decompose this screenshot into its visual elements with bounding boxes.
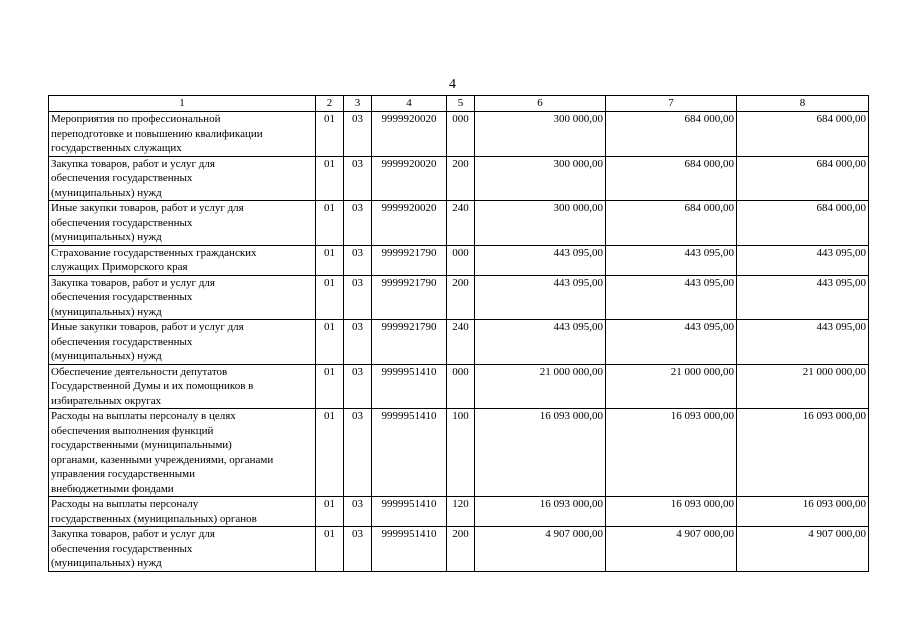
row-amount-cell-c6: 443 095,00 [475,245,606,275]
row-code-cell-c3: 03 [344,527,372,572]
row-code-cell-c2: 01 [316,156,344,201]
row-code-cell-c2: 01 [316,320,344,365]
table-row [49,245,869,275]
table-row [49,201,869,246]
header-row [49,96,869,112]
row-amount-cell-c8: 443 095,00 [737,275,869,320]
row-name-line: Иные закупки товаров, работ и услуг для [51,321,244,333]
row-name-line: (муниципальных) нужд [51,186,162,199]
row-name-line: государственными (муниципальными) [51,439,232,451]
row-code-cell-c5: 240 [447,201,475,246]
row-name-cell [49,245,316,275]
row-code-cell-c5: 200 [447,275,475,320]
budget-table [48,95,869,572]
row-amount-cell-c8: 16 093 000,00 [737,497,869,527]
row-name-line: внебюджетными фондами [51,482,174,495]
row-code-cell-c2: 01 [316,201,344,246]
table-row [49,497,869,527]
row-code-cell-c3: 03 [344,156,372,201]
row-name-cell [49,320,316,365]
table-row [49,364,869,409]
row-name-cell [49,201,316,246]
table-row [49,409,869,497]
row-name-line: обеспечения государственных [51,542,193,555]
row-name-line: государственных (муниципальных) органов [51,512,257,525]
row-code-cell-c5: 240 [447,320,475,365]
row-name-line: обеспечения государственных [51,291,193,303]
row-amount-cell-c7: 684 000,00 [606,156,737,201]
row-code-cell-c5: 120 [447,497,475,527]
row-code-cell-c2: 01 [316,527,344,572]
row-amount-cell-c7: 443 095,00 [606,320,737,365]
row-amount-cell-c6: 300 000,00 [475,156,606,201]
row-code-cell-c4: 9999921790 [372,275,447,320]
row-amount-cell-c7: 4 907 000,00 [606,527,737,572]
row-code-cell-c4: 9999921790 [372,320,447,365]
row-name-line: обеспечения выполнения функций [51,424,214,437]
row-name-line: (муниципальных) нужд [51,231,162,243]
row-code-cell-c3: 03 [344,320,372,365]
row-name-line: переподготовке и повышению квалификации [51,127,263,140]
row-name-cell [49,275,316,320]
row-code-cell-c2: 01 [316,245,344,275]
row-code-cell-c3: 03 [344,409,372,497]
table-row [49,527,869,572]
row-amount-cell-c7: 443 095,00 [606,275,737,320]
row-name-line: избирательных округах [51,394,162,407]
row-amount-cell-c7: 443 095,00 [606,245,737,275]
row-code-cell-c4: 9999920020 [372,156,447,201]
row-amount-cell-c8: 684 000,00 [737,112,869,157]
row-code-cell-c4: 9999951410 [372,527,447,572]
row-code-cell-c2: 01 [316,275,344,320]
row-name-cell [49,409,316,497]
row-amount-cell-c8: 4 907 000,00 [737,527,869,572]
row-code-cell-c2: 01 [316,364,344,409]
header-cell: 7 [606,96,737,112]
row-name-line: Страхование государственных гражданских [51,246,257,259]
row-amount-cell-c8: 443 095,00 [737,245,869,275]
page-number: 4 [449,77,456,92]
row-name-line: государственных служащих [51,142,182,154]
row-code-cell-c3: 03 [344,275,372,320]
row-name-line: Расходы на выплаты персоналу [51,498,199,510]
row-code-cell-c4: 9999920020 [372,112,447,157]
row-amount-cell-c8: 21 000 000,00 [737,364,869,409]
row-code-cell-c5: 000 [447,112,475,157]
row-code-cell-c3: 03 [344,112,372,157]
row-name-line: (муниципальных) нужд [51,305,162,318]
row-amount-cell-c7: 16 093 000,00 [606,497,737,527]
row-code-cell-c3: 03 [344,245,372,275]
row-code-cell-c3: 03 [344,364,372,409]
row-amount-cell-c6: 443 095,00 [475,320,606,365]
row-name-cell [49,497,316,527]
row-code-cell-c5: 000 [447,364,475,409]
row-amount-cell-c8: 684 000,00 [737,156,869,201]
row-name-line: обеспечения государственных [51,172,193,184]
table-row [49,320,869,365]
row-name-cell [49,112,316,157]
row-name-line: обеспечения государственных [51,216,193,229]
header-cell: 6 [475,96,606,112]
row-code-cell-c5: 100 [447,409,475,497]
row-amount-cell-c7: 16 093 000,00 [606,409,737,497]
row-name-line: Мероприятия по профессиональной [51,113,221,125]
row-amount-cell-c6: 300 000,00 [475,112,606,157]
row-name-cell [49,527,316,572]
row-name-cell [49,364,316,409]
header-cell: 8 [737,96,869,112]
row-code-cell-c5: 000 [447,245,475,275]
row-code-cell-c4: 9999951410 [372,409,447,497]
row-code-cell-c2: 01 [316,112,344,157]
row-name-line: (муниципальных) нужд [51,350,162,362]
row-name-line: Иные закупки товаров, работ и услуг для [51,202,244,214]
row-amount-cell-c8: 684 000,00 [737,201,869,246]
row-name-line: Закупка товаров, работ и услуг для [51,157,215,170]
row-name-line: Государственной Думы и их помощников в [51,380,254,392]
header-cell: 1 [49,96,316,112]
row-name-line: (муниципальных) нужд [51,557,162,569]
row-code-cell-c2: 01 [316,409,344,497]
row-name-line: Закупка товаров, работ и услуг для [51,528,215,540]
row-amount-cell-c6: 4 907 000,00 [475,527,606,572]
row-name-line: служащих Приморского края [51,261,188,273]
row-name-line: Расходы на выплаты персоналу в целях [51,410,236,422]
row-code-cell-c5: 200 [447,527,475,572]
header-cell: 2 [316,96,344,112]
row-amount-cell-c8: 443 095,00 [737,320,869,365]
row-amount-cell-c6: 16 093 000,00 [475,409,606,497]
row-code-cell-c5: 200 [447,156,475,201]
row-name-line: обеспечения государственных [51,335,193,348]
row-code-cell-c2: 01 [316,497,344,527]
row-code-cell-c4: 9999951410 [372,497,447,527]
row-amount-cell-c8: 16 093 000,00 [737,409,869,497]
row-amount-cell-c6: 21 000 000,00 [475,364,606,409]
row-code-cell-c3: 03 [344,201,372,246]
row-code-cell-c3: 03 [344,497,372,527]
row-code-cell-c4: 9999920020 [372,201,447,246]
row-code-cell-c4: 9999951410 [372,364,447,409]
row-amount-cell-c6: 300 000,00 [475,201,606,246]
table-row [49,275,869,320]
row-amount-cell-c6: 16 093 000,00 [475,497,606,527]
header-cell: 3 [344,96,372,112]
header-cell: 4 [372,96,447,112]
table-body [49,112,869,572]
row-name-line: Закупка товаров, работ и услуг для [51,276,215,289]
table-row [49,156,869,201]
table-row [49,112,869,157]
row-amount-cell-c7: 684 000,00 [606,201,737,246]
row-name-line: Обеспечение деятельности депутатов [51,365,228,378]
row-amount-cell-c7: 21 000 000,00 [606,364,737,409]
row-code-cell-c4: 9999921790 [372,245,447,275]
header-cell: 5 [447,96,475,112]
row-amount-cell-c6: 443 095,00 [475,275,606,320]
row-name-line: управления государственными [51,468,196,480]
row-name-cell [49,156,316,201]
row-amount-cell-c7: 684 000,00 [606,112,737,157]
row-name-line: органами, казенными учреждениями, органами [51,453,274,466]
